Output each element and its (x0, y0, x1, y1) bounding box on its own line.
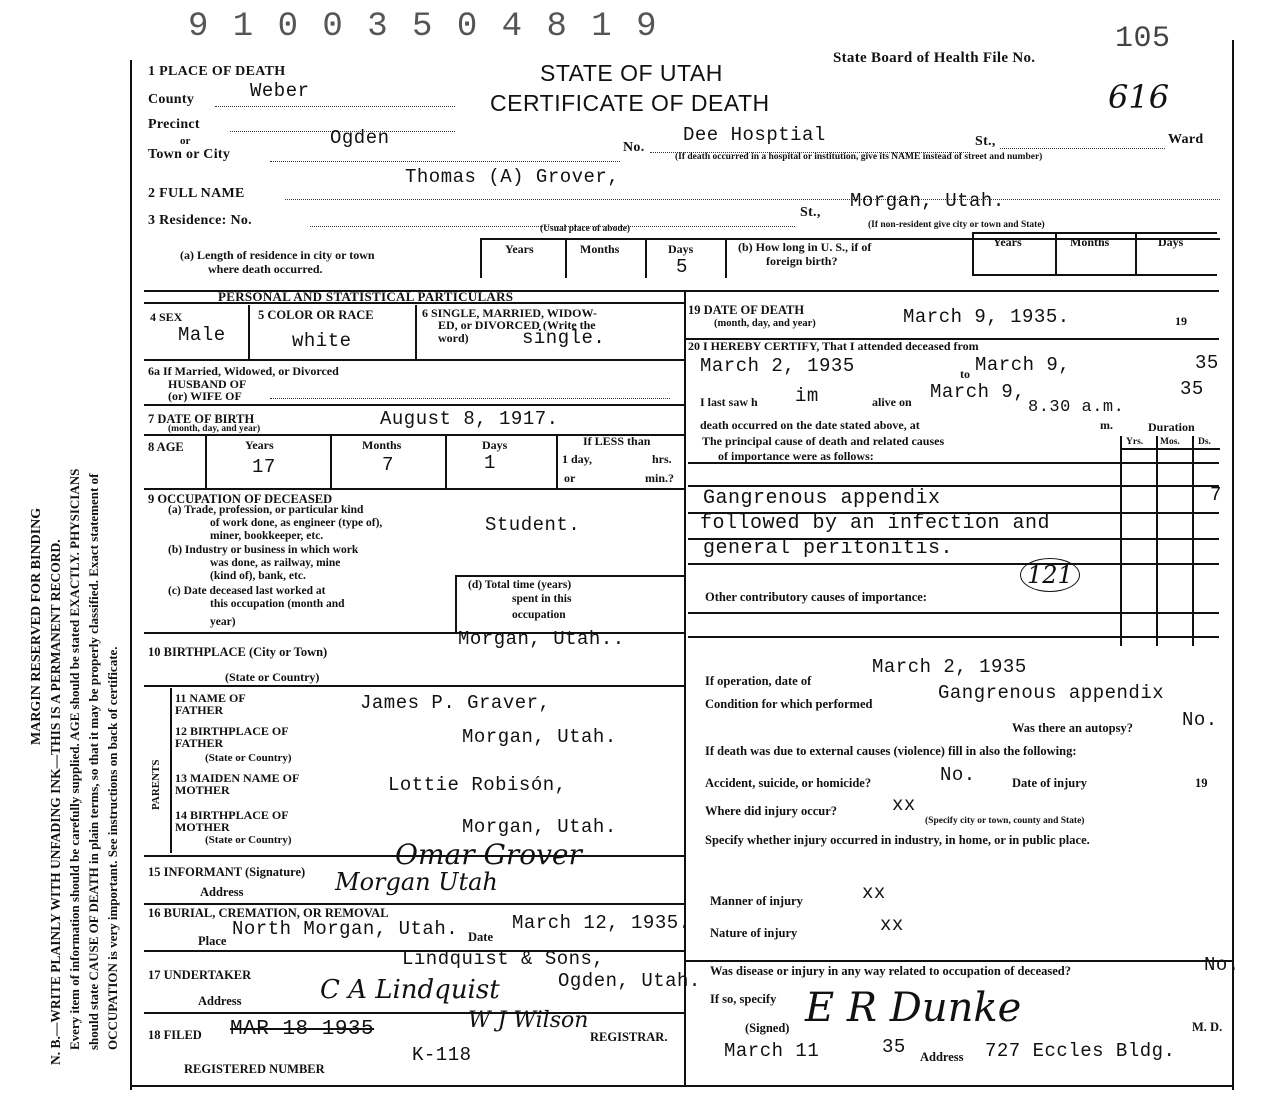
dob-label: 7 DATE OF BIRTH (148, 412, 255, 426)
or-min-label: or (564, 471, 576, 485)
burial-place-label: Place (198, 934, 227, 948)
usual-abode-note: (Usual place of abode) (540, 224, 630, 234)
death-date-sub: (month, day, and year) (714, 318, 816, 329)
operation-date: March 2, 1935 (872, 656, 1027, 678)
filed-label: 18 FILED (148, 1028, 202, 1042)
father-value: James P. Graver, (360, 692, 551, 714)
physician-address: 727 Eccles Bldg. (985, 1040, 1176, 1062)
age-years-value: 17 (252, 456, 276, 478)
attend-year: 35 (1195, 352, 1219, 374)
undertaker-address: Ogden, Utah. (558, 970, 701, 992)
nb-note-line3: should state CAUSE OF DEATH in plain terms, so that it may be properly classified. Exact statement of (86, 473, 101, 1050)
hrs-label: hrs. (652, 452, 672, 466)
rule-after-informant (144, 903, 684, 905)
occurred-label: death occurred on the date stated above, at (700, 418, 920, 432)
len-div-1 (480, 238, 482, 278)
nature-value: xx (880, 914, 904, 936)
manner-label: Manner of injury (710, 894, 803, 908)
rule-after-undertaker (144, 1012, 684, 1014)
attend-to-label: to (960, 367, 970, 381)
nature-label: Nature of injury (710, 926, 798, 940)
res-years-label: Years (505, 242, 534, 256)
st-label: St., (975, 134, 996, 149)
occ-d-divider (455, 575, 457, 632)
nb-note-line2: Every item of information should be carefully supplied. AGE should be stated EXACTLY. PHYSICIANS (67, 468, 82, 1050)
accident-label: Accident, suicide, or homicide? (705, 776, 872, 790)
related-value: No. (1204, 954, 1240, 976)
color-label: 5 COLOR OR RACE (258, 308, 374, 322)
accident-value: No. (940, 764, 976, 786)
occ-a-2: of work done, as engineer (type of), (210, 517, 383, 529)
us-row-bottom (972, 274, 1217, 276)
m-label: m. (1100, 418, 1113, 432)
us-days-label: Days (1158, 235, 1184, 249)
birthplace-value: Morgan, Utah.. (458, 628, 625, 650)
full-name-value: Thomas (A) Grover, (405, 166, 620, 188)
age-div-4 (556, 436, 558, 488)
color-value: white (292, 330, 352, 352)
signed-label: (Signed) (745, 1021, 790, 1035)
certify-label: 20 I HEREBY CERTIFY, That I attended deceased from (688, 339, 979, 353)
right-border (1232, 40, 1234, 1090)
occ-c-2: this occupation (month and (210, 598, 345, 610)
burial-date-label: Date (468, 930, 493, 944)
marital-label-c: word) (438, 331, 469, 345)
marital-value: single. (522, 327, 606, 349)
dur-div-3 (1192, 436, 1194, 646)
age-div-3 (445, 436, 447, 488)
cause-line-2: followed by an infection and (700, 512, 1051, 535)
md-label: M. D. (1192, 1020, 1223, 1034)
occ-b-1: (b) Industry or business in which work (168, 544, 359, 556)
right-rule-other-1 (688, 612, 1219, 614)
manner-value: xx (862, 882, 886, 904)
left-border (130, 60, 132, 1090)
where-sub: (Specify city or town, county and State) (925, 816, 1085, 826)
us-years-label: Years (993, 235, 1022, 249)
len-div-3 (645, 238, 647, 278)
residence-st-label: St., (800, 205, 821, 220)
attend-from: March 2, 1935 (700, 355, 855, 377)
occ-b-2: was done, as railway, mine (210, 557, 341, 569)
rule-after-birthplace (144, 685, 684, 687)
spouse-line (270, 398, 670, 399)
occ-d-top (455, 575, 684, 577)
cause-days: 7 (1210, 484, 1222, 506)
occ-d-2: spent in this (512, 593, 572, 605)
less-than-label: If LESS than (583, 434, 651, 448)
reg-no-value: K-118 (412, 1044, 472, 1066)
age-days-label: Days (482, 438, 508, 452)
or-label: or (180, 135, 191, 147)
occ-a-1: (a) Trade, profession, or particular kind (168, 504, 364, 516)
handwritten-number: 616 (1108, 78, 1170, 116)
death-date-value: March 9, 1935. (903, 306, 1070, 328)
place-of-death-label: 1 PLACE OF DEATH (148, 64, 286, 79)
length-label-b: where death occurred. (208, 262, 323, 276)
ward-label: Ward (1168, 132, 1204, 147)
cause-code: 121 (1020, 558, 1080, 592)
middle-divider (684, 290, 686, 1085)
cause-intro-1: The principal cause of death and related causes (702, 434, 945, 448)
operation-date-label: If operation, date of (705, 674, 812, 688)
name-line (285, 199, 1220, 200)
burial-label: 16 BURIAL, CREMATION, OR REMOVAL (148, 906, 389, 920)
operation-cond: Gangrenous appendix (938, 682, 1165, 704)
duration-label: Duration (1148, 420, 1195, 434)
registrar-label: REGISTRAR. (590, 1030, 668, 1044)
dur-yrs-label: Yrs. (1126, 437, 1144, 447)
one-day-label: 1 day, (562, 452, 593, 466)
residence-value: Morgan, Utah. (850, 190, 1005, 212)
bottom-border (130, 1085, 1232, 1087)
mother-value: Lottie Robisón, (388, 774, 567, 796)
cause-line-1: Gangrenous appendix (703, 487, 941, 510)
nb-note-line4: OCCUPATION is very important. See instructions on back of certificate. (105, 646, 120, 1050)
right-rule-other-2 (688, 636, 1219, 638)
min-label: min.? (645, 471, 675, 485)
undertaker-label: 17 UNDERTAKER (148, 968, 252, 982)
dur-div-1 (1120, 436, 1122, 646)
mother-bp-sub: (State or Country) (205, 834, 292, 846)
hospital-note: (If death occurred in a hospital or institution, give its NAME instead of street and number) (675, 152, 1043, 162)
filed-stamp: MAR 18 1935 (230, 1018, 375, 1041)
death-time: 8.30 a.m. (1028, 398, 1125, 417)
injury-date-label: Date of injury (1012, 776, 1087, 790)
us-div-2 (1055, 232, 1057, 274)
dob-value: August 8, 1917. (380, 408, 559, 430)
nb-note-line1: N. B.—WRITE PLAINLY WITH UNFADING INK—THIS IS A PERMANENT RECORD. (48, 539, 63, 1065)
age-div-1 (205, 436, 207, 488)
death-19: 19 (1175, 314, 1187, 328)
no-label: No. (623, 140, 645, 155)
attend-to: March 9, (975, 354, 1071, 376)
informant-address-label: Address (200, 885, 244, 899)
res-days-label: Days (668, 242, 694, 256)
ifso-label: If so, specify (710, 992, 777, 1006)
alive-on-date: March 9, (930, 381, 1026, 403)
related-label: Was disease or injury in any way related to occupation of deceased? (710, 964, 1071, 978)
occupation-value: Student. (485, 514, 581, 536)
res-months-label: Months (580, 242, 620, 256)
dur-mos-label: Mos. (1160, 437, 1180, 447)
town-value: Ogden (330, 127, 390, 149)
physician-address-label: Address (920, 1050, 964, 1064)
occ-b-3: (kind of), bank, etc. (210, 570, 306, 582)
len-div-2 (565, 238, 567, 278)
occ-c-1: (c) Date deceased last worked at (168, 585, 326, 597)
father-bp-value: Morgan, Utah. (462, 726, 617, 748)
residence-label: 3 Residence: No. (148, 213, 252, 228)
burial-date-value: March 12, 1935. (512, 912, 691, 934)
town-line (270, 161, 620, 162)
external-intro: If death was due to external causes (violence) fill in also the following: (705, 744, 1077, 758)
autopsy-label: Was there an autopsy? (1012, 721, 1133, 735)
age-days-value: 1 (484, 452, 496, 474)
marital-label-a: 6 SINGLE, MARRIED, WIDOW- (422, 306, 598, 320)
county-value: Weber (250, 80, 310, 102)
occ-d-1: (d) Total time (years) (468, 579, 572, 591)
personal-section-title: PERSONAL AND STATISTICAL PARTICULARS (218, 289, 514, 304)
undertaker-signature: C A Lindquist (320, 975, 500, 1005)
informant-signature: Omar Grover (395, 838, 582, 871)
binding-margin-note: MARGIN RESERVED FOR BINDING (29, 507, 44, 745)
us-label-a: (b) How long in U. S., if of (738, 240, 872, 254)
dur-div-2 (1156, 436, 1158, 646)
birthplace-label: 10 BIRTHPLACE (City or Town) (148, 645, 328, 659)
county-label: County (148, 92, 195, 107)
board-file-number: 105 (1115, 22, 1171, 56)
res-days-value: 5 (676, 256, 688, 278)
town-label: Town or City (148, 147, 231, 162)
injury-19: 19 (1195, 776, 1208, 790)
us-months-label: Months (1070, 235, 1110, 249)
nonresident-note: (If non-resident give city or town and State) (868, 220, 1045, 230)
death-date-label: 19 DATE OF DEATH (688, 303, 805, 317)
cause-line-3: general peritonitis. (703, 537, 954, 560)
dur-ds-label: Ds. (1198, 437, 1211, 447)
signed-date: March 11 (724, 1040, 820, 1062)
occupation-label: 9 OCCUPATION OF DECEASED (148, 492, 333, 506)
right-rule-bottom (684, 960, 1232, 962)
other-causes-label: Other contributory causes of importance: (705, 590, 927, 604)
spouse-label-a: 6a If Married, Widowed, or Divorced (148, 364, 339, 378)
rule-after-spouse (144, 404, 684, 406)
reg-no-label: REGISTERED NUMBER (184, 1062, 325, 1076)
length-label-a: (a) Length of residence in city or town (180, 248, 375, 262)
occ-d-3: occupation (512, 609, 566, 621)
age-months-label: Months (362, 438, 402, 452)
age-label: 8 AGE (148, 440, 184, 454)
occ-a-3: miner, bookkeeper, etc. (210, 530, 324, 542)
certificate-title: CERTIFICATE OF DEATH (490, 90, 770, 116)
board-file-label: State Board of Health File No. (833, 50, 1036, 66)
rule-after-sex (144, 359, 684, 361)
serial-number: 9 1 0 0 3 5 0 4 8 1 9 (188, 8, 659, 46)
parents-side-label: PARENTS (150, 759, 162, 810)
marital-label-b: ED, or DIVORCED (Write the (438, 318, 596, 332)
father-bp-label: 12 BIRTHPLACE OF FATHER (175, 724, 289, 750)
state-title: STATE OF UTAH (540, 60, 723, 86)
age-div-2 (330, 436, 332, 488)
specify-label: Specify whether injury occurred in industry, in home, or in public place. (705, 833, 1090, 847)
cause-intro-2: of importance were as follows: (718, 449, 874, 463)
spouse-label-c: (or) WIFE OF (168, 389, 242, 403)
us-div-1 (972, 232, 974, 274)
physician-signature: E R Dunke (805, 985, 1022, 1031)
last-saw-label: I last saw h (700, 395, 758, 409)
mother-bp-value: Morgan, Utah. (462, 816, 617, 838)
where-label: Where did injury occur? (705, 804, 838, 818)
sex-label: 4 SEX (150, 310, 183, 324)
father-label: 11 NAME OF FATHER (175, 691, 246, 717)
father-bp-sub: (State or Country) (205, 752, 292, 764)
color-divider (415, 305, 417, 359)
hospital-value: Dee Hosptial (683, 124, 826, 146)
us-label-b: foreign birth? (766, 254, 838, 268)
age-months-value: 7 (382, 454, 394, 476)
right-rule-duration (1120, 448, 1220, 450)
last-saw-fill: im (795, 385, 819, 407)
occ-c-3: year) (210, 616, 236, 628)
registrar-signature: W J Wilson (468, 1008, 589, 1033)
dob-sub: (month, day, and year) (168, 424, 261, 434)
mother-bp-label: 14 BIRTHPLACE OF MOTHER (175, 808, 289, 834)
precinct-label: Precinct (148, 117, 200, 132)
birthplace-sub: (State or Country) (225, 670, 320, 684)
burial-place-value: North Morgan, Utah. (232, 918, 459, 940)
operation-cond-label: Condition for which performed (705, 697, 873, 711)
us-div-3 (1135, 232, 1137, 274)
informant-address: Morgan Utah (335, 868, 498, 896)
alive-on-label: alive on (872, 395, 912, 409)
informant-label: 15 INFORMANT (Signature) (148, 865, 306, 879)
county-line (215, 106, 455, 107)
right-rule-cause-4 (688, 563, 1219, 565)
alive-year: 35 (1180, 378, 1204, 400)
autopsy-value: No. (1182, 709, 1218, 731)
sex-value: Male (178, 324, 226, 346)
rule-after-age (144, 488, 684, 490)
sex-divider (248, 305, 250, 359)
signed-year: 35 (882, 1036, 906, 1058)
full-name-label: 2 FULL NAME (148, 186, 245, 201)
undertaker-address-label: Address (198, 994, 242, 1008)
len-div-4 (725, 238, 727, 278)
us-row-top (972, 232, 1217, 234)
ward-line (1000, 148, 1165, 149)
where-value: xx (892, 794, 916, 816)
parents-bracket (170, 688, 172, 853)
spouse-label-b: HUSBAND OF (168, 377, 247, 391)
age-years-label: Years (245, 438, 274, 452)
undertaker-name: Lindquist & Sons, (402, 948, 605, 970)
mother-label: 13 MAIDEN NAME OF MOTHER (175, 771, 299, 797)
